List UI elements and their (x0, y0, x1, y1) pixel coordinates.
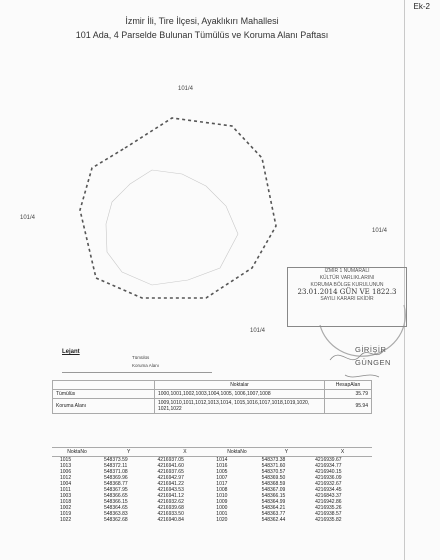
stamp-line: 23.01.2014 GÜN VE 1822.3 (297, 288, 397, 296)
coord-cell: 548367.09 (261, 487, 286, 493)
coord-cell: 548373.38 (261, 457, 286, 463)
coord-cell: 548362.44 (261, 517, 286, 523)
coord-cell: 4216942.97 (157, 475, 184, 481)
coords-header-cell: Y (102, 448, 155, 457)
document-title-line2: 101 Ada, 4 Parselde Bulunan Tümülüs ve Koruma Alanı Paftası (75, 30, 329, 40)
protection-area-boundary (80, 118, 276, 298)
coord-cell: 1000 (216, 505, 228, 511)
coord-cell: 4216942.86 (315, 499, 342, 505)
coord-cell: 1013 (60, 463, 72, 469)
legend-divider (62, 372, 212, 373)
coord-cell: 4216935.82 (315, 517, 342, 523)
coord-cell: 548364.65 (104, 505, 128, 511)
area-name: Koruma Alanı (53, 399, 155, 414)
area-value: 95.94 (325, 399, 372, 414)
coord-cell: 1015 (60, 457, 72, 463)
coord-cell: 1002 (60, 505, 72, 511)
table-row (53, 390, 372, 399)
coord-cell: 4216940.84 (157, 517, 184, 523)
stamp-line: KÜLTÜR VARLIKLARINI (319, 275, 375, 281)
coord-cell: 1014 (216, 457, 228, 463)
coords-header-row (52, 448, 372, 457)
coord-cell: 4216932.67 (315, 481, 342, 487)
coord-cell: 4216939.68 (157, 505, 184, 511)
coords-header-cell: Y (260, 448, 313, 457)
coord-cell: 4216934.77 (315, 463, 342, 469)
coord-cell: 1022 (60, 517, 72, 523)
annex-label: Ek-2 (413, 2, 430, 11)
coord-cell: 1005 (216, 469, 228, 475)
parcel-label-top: 101/4 (178, 86, 194, 92)
areas-header-cell: Noktalar (155, 381, 325, 390)
coords-header-cell: NoktaNo (214, 448, 259, 457)
table-row (53, 399, 372, 414)
coord-cell: 1018 (60, 499, 72, 505)
legend-title: Lejant (62, 349, 80, 355)
coord-cell: 4216939.67 (315, 457, 342, 463)
parcel-label-left: 101/4 (20, 215, 36, 221)
coord-cell: 4216937.05 (157, 457, 184, 463)
area-points: 1000,1001,1002,1003,1004,1005, 1006,1007,1008 (155, 390, 325, 399)
coord-cell: 4216941.60 (157, 463, 184, 469)
areas-header-row (53, 381, 372, 390)
coord-cell: 548364.21 (261, 505, 286, 511)
coord-cell: 1003 (60, 493, 72, 499)
coords-header-cell: NoktaNo (52, 448, 102, 457)
coord-cell: 548369.50 (261, 475, 286, 481)
coord-cell: 4216937.65 (157, 469, 184, 475)
coord-cell: 1001 (216, 511, 228, 517)
coord-cell: 1017 (216, 481, 228, 487)
stamp-line: İZMİR 1 NUMARALI (324, 268, 370, 274)
coords-header-cell: X (155, 448, 214, 457)
coord-cell: 1007 (216, 475, 228, 481)
coord-cell: 1004 (60, 481, 72, 487)
coord-cell: 548368.59 (261, 481, 286, 487)
coord-cell: 4216943.53 (157, 487, 184, 493)
coord-cell: 1019 (60, 511, 72, 517)
tumulus-boundary (106, 170, 238, 285)
stamp-line: SAYILI KARARI EKİDİR (320, 296, 374, 302)
coord-cell: 1009 (216, 499, 228, 505)
areas-header-cell: HesapAlan (325, 381, 372, 390)
coord-cell: 548366.15 (261, 493, 286, 499)
coord-cell: 548370.57 (261, 469, 286, 475)
coord-cell: 4216933.50 (157, 511, 184, 517)
parcel-label-bottom: 101/4 (250, 328, 266, 334)
coord-cell: 548371.60 (261, 463, 286, 469)
coord-cell: 4216935.26 (315, 505, 342, 511)
coord-cell: 548362.68 (104, 517, 128, 523)
table-row (52, 517, 372, 523)
coord-cell: 4216938.57 (315, 511, 342, 517)
coord-cell: 548364.99 (261, 499, 286, 505)
coord-cell: 548366.15 (104, 499, 128, 505)
parcel-label-right: 101/4 (372, 228, 388, 234)
coords-header-cell: X (313, 448, 372, 457)
legend-item-tumulus: Tümülüs (132, 355, 150, 360)
areas-header-cell (53, 381, 155, 390)
coord-cell: 4216936.09 (315, 475, 342, 481)
areas-table (52, 380, 372, 414)
coord-cell: 548368.77 (104, 481, 128, 487)
coord-cell: 4216941.22 (157, 481, 184, 487)
coord-cell: 548373.59 (104, 457, 128, 463)
area-points: 1009,1010,1011,1012,1013,1014, 1015,1016,1017,1018,1019,1020, 1021,1022 (155, 399, 325, 414)
coordinates-table (52, 447, 372, 523)
coord-cell: 1012 (60, 475, 72, 481)
coord-cell: 548371.08 (104, 469, 128, 475)
coord-cell: 4216934.45 (315, 487, 342, 493)
coord-cell: 548366.65 (104, 493, 128, 499)
coord-cell: 1011 (60, 487, 71, 493)
coord-cell: 1020 (216, 517, 228, 523)
signature-line2: GÜNGEN (355, 358, 391, 367)
coord-cell: 1008 (216, 487, 228, 493)
coord-cell: 548372.11 (104, 463, 128, 469)
coord-cell: 1016 (216, 463, 228, 469)
coord-cell: 4216940.15 (315, 469, 342, 475)
council-stamp (287, 267, 407, 327)
document-title-line1: İzmir İli, Tire İlçesi, Ayaklıkırı Mahallesi (125, 16, 279, 26)
coord-cell: 548369.96 (104, 475, 128, 481)
legend-item-protection-area: Koruma Alanı (132, 363, 160, 368)
signature-line1: GİRİŞİR (355, 345, 387, 354)
area-value: 35.79 (325, 390, 372, 399)
coord-cell: 4216941.12 (157, 493, 184, 499)
coord-cell: 4216843.37 (315, 493, 342, 499)
coord-cell: 548363.77 (261, 511, 286, 517)
coords-body (52, 457, 372, 524)
coord-cell: 1006 (60, 469, 72, 475)
coord-cell: 1010 (216, 493, 228, 499)
coord-cell: 548363.83 (104, 511, 128, 517)
area-name: Tümülüs (53, 390, 155, 399)
stamp-line: KORUMA BÖLGE KURULUNUN (310, 282, 384, 288)
coord-cell: 548367.95 (104, 487, 128, 493)
coord-cell: 4216932.62 (157, 499, 184, 505)
